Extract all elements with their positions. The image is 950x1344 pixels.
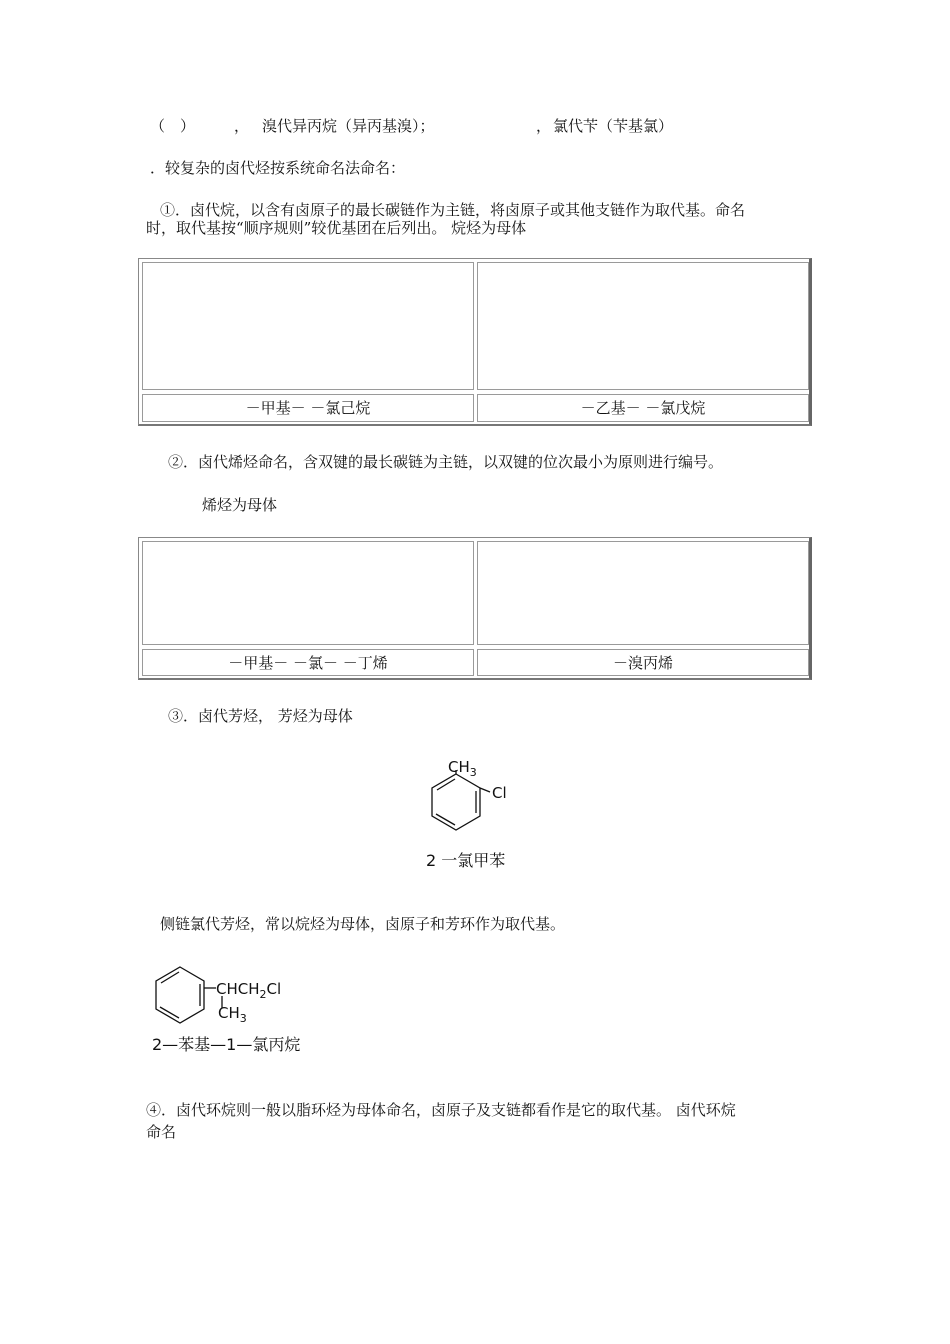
- benzene-ring: [432, 774, 480, 830]
- comma: ，: [234, 117, 250, 135]
- structure-image-cell: [142, 262, 474, 390]
- section1-line1: ①．卤代烷，以含有卤原子的最长碳链作为主链，将卤原子或其他支链作为取代基。命名: [160, 201, 746, 219]
- haloalkene-table: [138, 537, 812, 680]
- chain-label: $CHCH_2Cl$: [216, 980, 282, 1001]
- table-caption: －乙基－ －氯戊烷: [477, 394, 809, 422]
- alkyl-halide-table: [138, 258, 812, 426]
- structure-name: 2—苯基—1—氯丙烷: [152, 1035, 301, 1054]
- section1-line2: 时，取代基按“顺序规则”较优基团在后列出。 烷烃为母体: [146, 219, 527, 237]
- structure-image-cell: [477, 541, 809, 645]
- table-caption: －溴丙烯: [477, 649, 809, 676]
- methyl-label: $CH_3$: [448, 758, 477, 779]
- table-caption: －甲基－ －氯己烷: [142, 394, 474, 422]
- section4-line1: ④．卤代环烷则一般以脂环烃为母体命名，卤原子及支链都看作是它的取代基。 卤代环烷: [146, 1101, 736, 1119]
- structure-image-cell: [477, 262, 809, 390]
- section4-line2: 命名: [146, 1123, 177, 1141]
- structure-name: 2 一氯甲苯: [426, 851, 506, 870]
- section2-line1: ②．卤代烯烃命名，含双键的最长碳链为主链，以双键的位次最小为原则进行编号。: [168, 453, 724, 471]
- chlorotoluene-structure: [410, 750, 530, 875]
- blank-parentheses: （ ）: [150, 117, 196, 135]
- comma: ，: [536, 117, 552, 135]
- table-caption: －甲基－ －氯－ －丁烯: [142, 649, 474, 676]
- methyl-label: $CH_3$: [218, 1004, 247, 1025]
- section2-line2: 烯烃为母体: [202, 496, 278, 514]
- isopropyl-bromide-name: 溴代异丙烷（异丙基溴）；: [262, 117, 435, 135]
- benzyl-chloride-name: 氯代苄（苄基氯）: [553, 117, 674, 135]
- benzene-ring: [156, 967, 204, 1023]
- section3-line2: 侧链氯代芳烃，常以烷烃为母体，卤原子和芳环作为取代基。: [160, 915, 566, 933]
- phenylchloropropane-structure: [148, 962, 348, 1057]
- intro-text: ．较复杂的卤代烃按系统命名法命名：: [150, 159, 406, 177]
- section3-line1: ③．卤代芳烃， 芳烃为母体: [168, 707, 353, 725]
- structure-image-cell: [142, 541, 474, 645]
- chlorine-label: Cl: [492, 784, 507, 802]
